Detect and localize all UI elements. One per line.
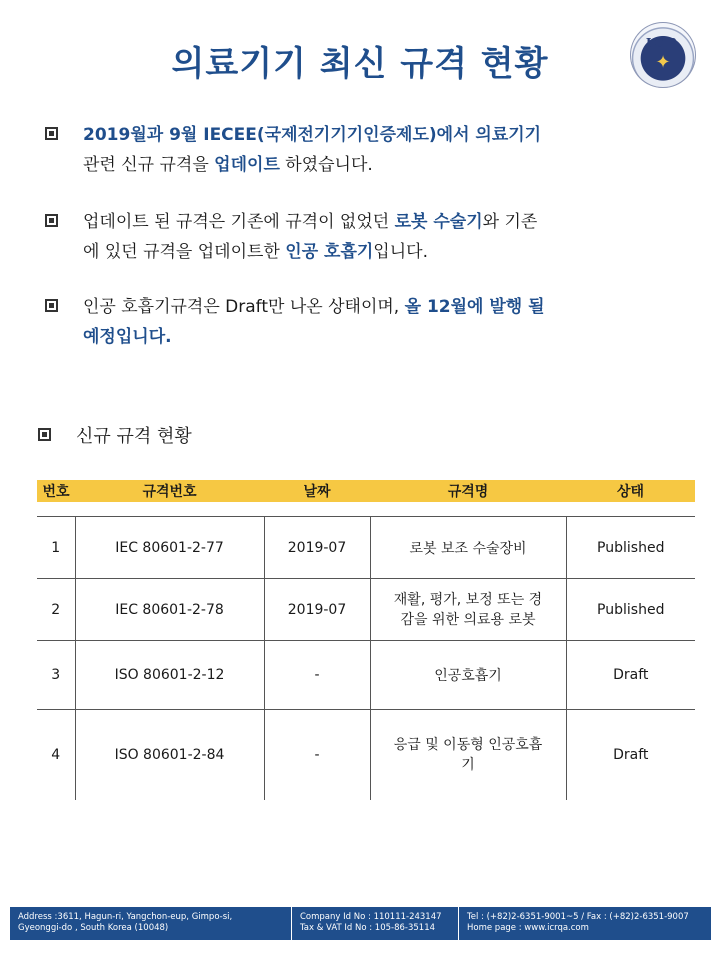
square-bullet-icon — [45, 127, 58, 140]
footer-bar — [10, 907, 711, 940]
table-row — [37, 710, 695, 801]
header-number: 번호 — [37, 480, 75, 502]
section-heading — [38, 422, 192, 448]
cell-date: 2019-07 — [264, 517, 370, 579]
table-row — [37, 641, 695, 710]
cell-date: 2019-07 — [264, 579, 370, 641]
square-bullet-icon — [45, 214, 58, 227]
bullet-item-3 — [45, 292, 685, 352]
cell-number: 3 — [37, 641, 75, 710]
square-bullet-icon — [45, 299, 58, 312]
bullet-item-1 — [45, 120, 685, 180]
cell-standard-no: ISO 80601-2-12 — [75, 641, 264, 710]
cell-standard-name: 재활, 평가, 보정 또는 경 감을 위한 의료용 로봇 — [370, 579, 566, 641]
header-status: 상태 — [566, 480, 695, 502]
table-header-row — [37, 480, 695, 502]
vat-id: Tax & VAT Id No : 105-86-35114 — [300, 923, 436, 933]
page-title: 의료기기 최신 규격 현황 — [171, 44, 549, 84]
body-text: 관련 신규 규격 — [83, 155, 193, 175]
standards-table — [37, 480, 695, 800]
body-text: 입니다. — [373, 242, 428, 262]
body-text: 업데이트 된 규격은 기존에 규격이 없었던 — [83, 212, 395, 232]
bullet-text — [83, 207, 685, 267]
bullet-item-2 — [45, 207, 685, 267]
address-line-2: Gyeonggi-do , South Korea (10048) — [18, 923, 169, 933]
bullet-text — [83, 292, 685, 352]
header-standard-no: 규격번호 — [75, 480, 264, 502]
cell-standard-no: ISO 80601-2-84 — [75, 710, 264, 801]
highlighted-text: 로봇 수술기 — [394, 212, 483, 232]
footer-ids — [291, 907, 458, 940]
cell-status: Draft — [566, 641, 695, 710]
cell-standard-no: IEC 80601-2-78 — [75, 579, 264, 641]
address-line-1: Address :3611, Hagun-ri, Yangchon-eup, Gimpo-si, — [18, 912, 233, 922]
body-text: 을 — [192, 155, 215, 175]
cell-standard-name: 응급 및 이동형 인공호흡 기 — [370, 710, 566, 801]
cell-number: 4 — [37, 710, 75, 801]
highlighted-text: 2019월과 9월 IECEE(국제전기기기인증제도)에서 의료기기 — [83, 125, 542, 145]
cell-date: - — [264, 710, 370, 801]
highlighted-text: 업데이트 — [214, 155, 280, 175]
highlighted-text: 인공 호흡기 — [285, 242, 374, 262]
cell-status: Draft — [566, 710, 695, 801]
header-standard-name: 규격명 — [370, 480, 566, 502]
table-row — [37, 517, 695, 579]
cell-status: Published — [566, 579, 695, 641]
footer-address — [10, 907, 291, 940]
header-date: 날짜 — [264, 480, 370, 502]
logo-text: ICR — [645, 36, 681, 50]
section-title: 신규 규격 현황 — [76, 426, 192, 447]
cell-date: - — [264, 641, 370, 710]
key-emblem-icon: ✦ — [655, 52, 671, 73]
body-text: 하였습니다. — [279, 155, 373, 175]
bullet-text — [83, 120, 685, 180]
footer-contact — [458, 907, 711, 940]
cell-standard-no: IEC 80601-2-77 — [75, 517, 264, 579]
cell-number: 2 — [37, 579, 75, 641]
cell-standard-name: 인공호흡기 — [370, 641, 566, 710]
tel-fax: Tel : (+82)2-6351-9001~5 / Fax : (+82)2-6351-9007 — [467, 912, 689, 922]
homepage-link[interactable]: Home page : www.icrqa.com — [467, 923, 589, 933]
square-bullet-icon — [38, 428, 51, 441]
body-text: 와 기존 에 있던 규격을 업데이트한 — [83, 212, 538, 262]
highlighted-text: 올 12월에 발행 될 예정입니다. — [83, 297, 545, 347]
cell-standard-name: 로봇 보조 수술장비 — [370, 517, 566, 579]
cell-status: Published — [566, 517, 695, 579]
company-id: Company Id No : 110111-243147 — [300, 912, 442, 922]
cell-number: 1 — [37, 517, 75, 579]
icr-logo — [630, 22, 696, 88]
table-row — [37, 579, 695, 641]
body-text: 인공 호흡기규격은 Draft만 나온 상태이며, — [83, 297, 405, 317]
